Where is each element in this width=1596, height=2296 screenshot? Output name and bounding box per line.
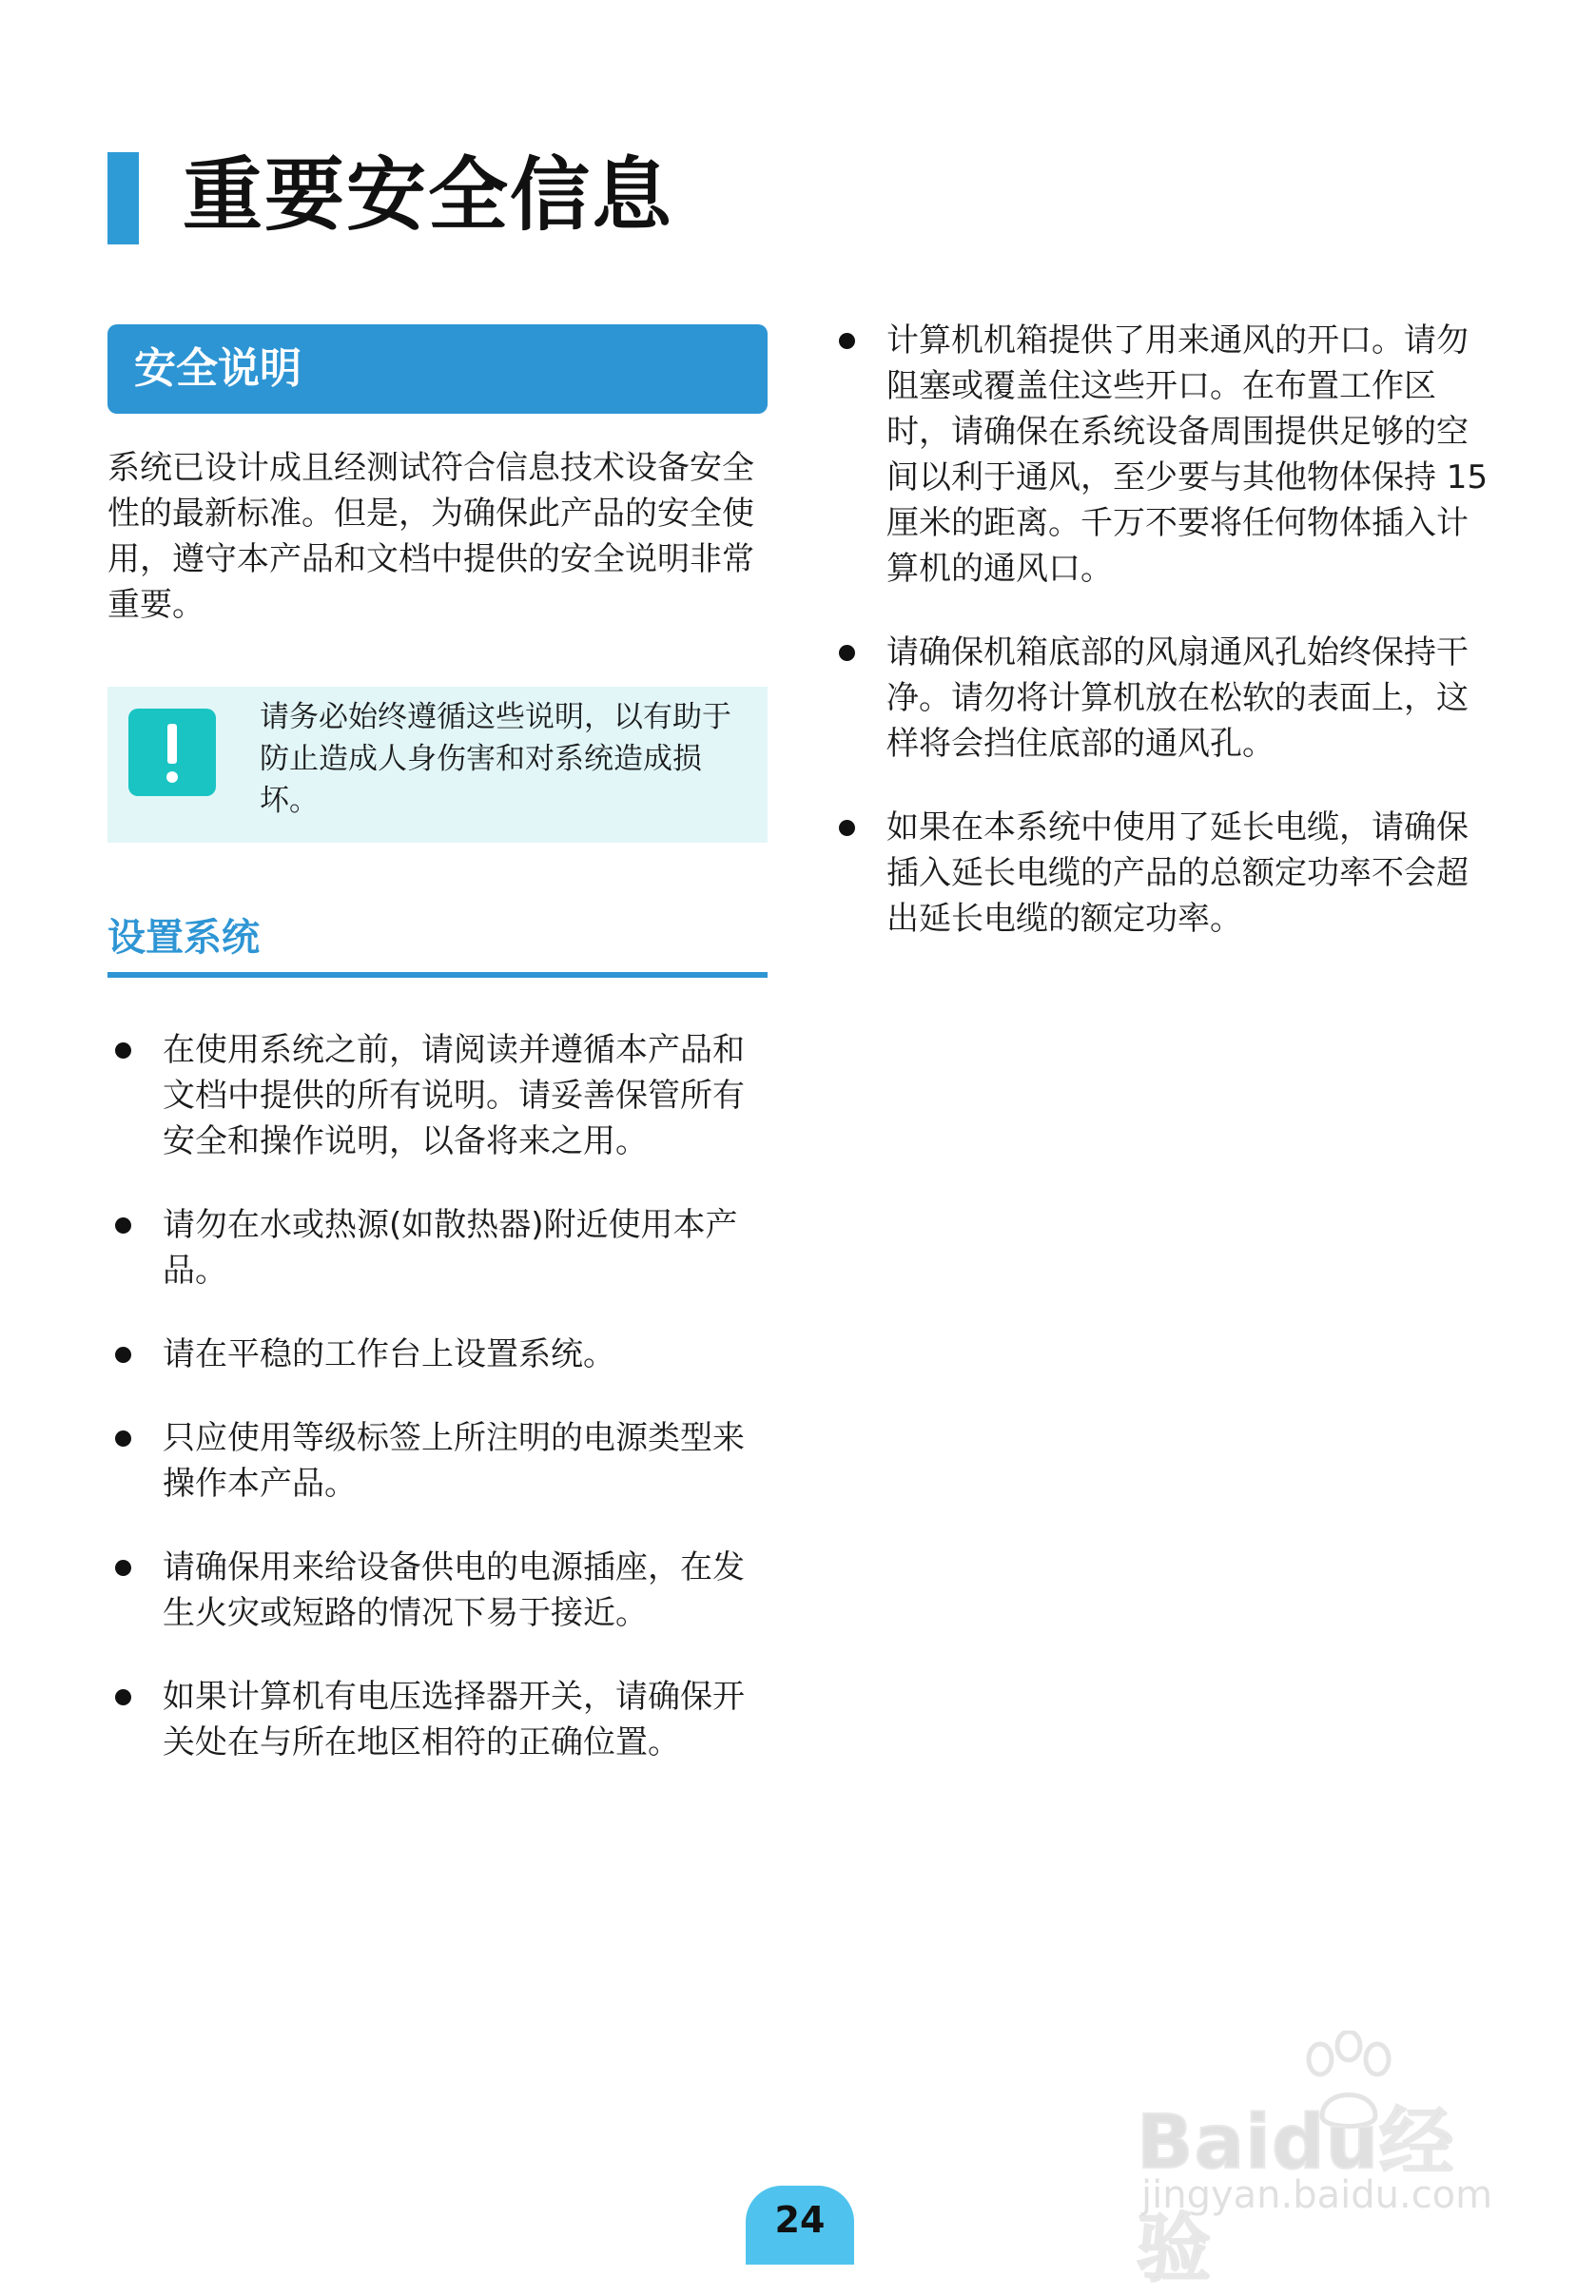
list-item: 如果在本系统中使用了延长电缆，请确保插入延长电缆的产品的总额定功率不会超出延长电缆的额定功率。 bbox=[831, 805, 1497, 942]
bullet-icon bbox=[115, 1347, 131, 1363]
list-item: 如果计算机有电压选择器开关，请确保开关处在与所在地区相符的正确位置。 bbox=[107, 1674, 773, 1765]
list-item: 只应使用等级标签上所注明的电源类型来操作本产品。 bbox=[107, 1415, 773, 1507]
ventilation-list bbox=[831, 318, 1497, 980]
bullet-icon bbox=[839, 820, 855, 836]
setup-heading: 设置系统 bbox=[107, 916, 260, 960]
list-item: 在使用系统之前，请阅读并遵循本产品和文档中提供的所有说明。请妥善保管所有安全和操作说明，以备将来之用。 bbox=[107, 1027, 773, 1164]
intro-paragraph: 系统已设计成且经测试符合信息技术设备安全性的最新标准。但是，为确保此产品的安全使用，遵守本产品和文档中提供的安全说明非常重要。 bbox=[107, 449, 754, 624]
list-item: 请在平稳的工作台上设置系统。 bbox=[107, 1332, 773, 1377]
watermark-url: jingyan.baidu.com bbox=[1141, 2173, 1493, 2217]
bullet-icon bbox=[115, 1689, 131, 1705]
baidu-watermark bbox=[1137, 2031, 1527, 2292]
bullet-icon bbox=[839, 333, 855, 349]
bullet-icon bbox=[115, 1430, 131, 1447]
page-title: 重要安全信息 bbox=[183, 148, 674, 242]
page-number: 24 bbox=[774, 2199, 826, 2241]
section-header bbox=[107, 324, 768, 414]
list-item: 请确保用来给设备供电的电源插座，在发生火灾或短路的情况下易于接近。 bbox=[107, 1545, 773, 1636]
caution-note bbox=[107, 687, 768, 843]
list-item: 请确保机箱底部的风扇通风孔始终保持干净。请勿将计算机放在松软的表面上，这样将会挡住底部的通风孔。 bbox=[831, 630, 1497, 767]
page-number-tab bbox=[746, 2186, 854, 2265]
setup-list bbox=[107, 1027, 773, 1803]
bullet-icon bbox=[115, 1042, 131, 1059]
title-accent-bar bbox=[107, 152, 139, 244]
list-item: 请勿在水或热源(如散热器)附近使用本产品。 bbox=[107, 1202, 773, 1294]
section-header-label: 安全说明 bbox=[134, 344, 302, 393]
exclamation-icon bbox=[128, 709, 216, 796]
setup-heading-rule bbox=[107, 972, 768, 978]
list-item: 计算机机箱提供了用来通风的开口。请勿阻塞或覆盖住这些开口。在布置工作区时，请确保在系统设备周围提供足够的空间以利于通风，至少要与其他物体保持 15 厘米的距离。千万不要将任何物体插入计算机的通风口。 bbox=[831, 318, 1497, 592]
bullet-icon bbox=[839, 645, 855, 661]
watermark-brand: Baidu经验 bbox=[1137, 2100, 1455, 2292]
caution-note-text: 请务必始终遵循这些说明，以有助于防止造成人身伤害和对系统造成损坏。 bbox=[260, 700, 731, 818]
bullet-icon bbox=[115, 1560, 131, 1576]
bullet-icon bbox=[115, 1217, 131, 1234]
